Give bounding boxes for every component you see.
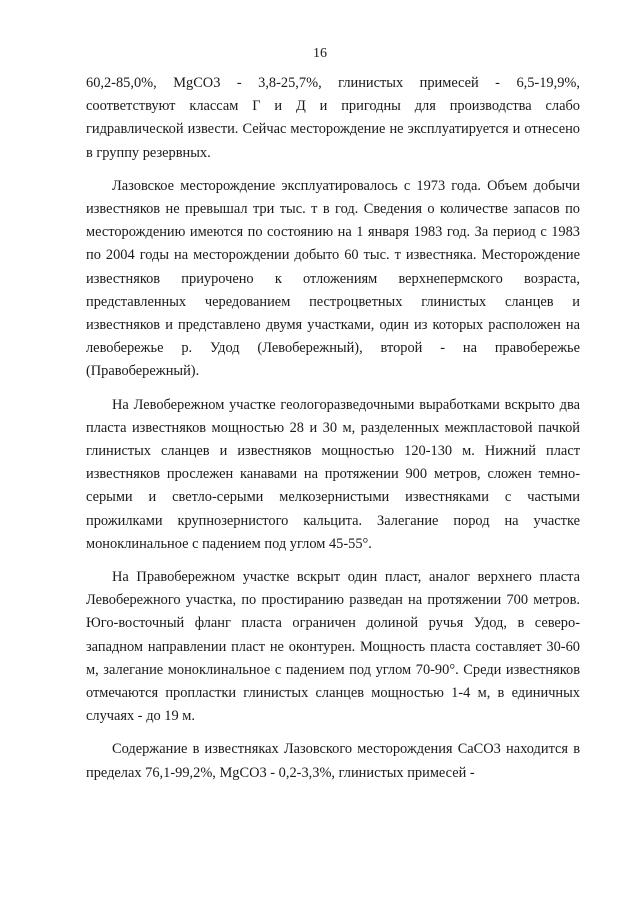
- document-body: [86, 72, 580, 795]
- page-number: 16: [313, 46, 327, 61]
- paragraph-1: 60,2-85,0%, MgCO3 - 3,8-25,7%, глинистых примесей - 6,5-19,9%, соответствуют классам Г и Д и пригодны для производства слабо гидравлической извести. Сейчас месторождение не эксплуатируется и отнесено в группу резервных.: [86, 75, 580, 161]
- paragraph-5: Содержание в известняках Лазовского месторождения CaCO3 находится в пределах 76,1-99,2%, MgCO3 - 0,2-3,3%, глинистых примесей -: [86, 741, 580, 781]
- paragraph-3: На Левобережном участке геологоразведочными выработками вскрыто два пласта известняков мощностью 28 и 30 м, разделенных межпластовой пачкой глинистых сланцев и известняков мощностью 120-130 м. Нижний пласт известняков прослежен канавами на протяжении 900 метров, сложен темно-серыми и светло-серыми мелкозернистыми известняками с частыми прожилками крупнозернистого кальцита. Залегание пород на участке моноклинальное с падением под углом 45-55°.: [86, 396, 580, 552]
- paragraph-4: На Правобережном участке вскрыт один пласт, аналог верхнего пласта Левобережного участка, по простиранию разведан на протяжении 700 метров. Юго-восточный фланг пласта ограничен долиной ручья Удод, в северо-западном направлении пласт не оконтурен. Мощность пласта составляет 30-60 м, залегание моноклинальное с падением под углом 70-90°. Среди известняков отмечаются пропластки глинистых сланцев мощностью 1-4 м, в единичных случаях - до 19 м.: [86, 569, 580, 725]
- paragraph-2: Лазовское месторождение эксплуатировалось с 1973 года. Объем добычи известняков не превышал три тыс. т в год. Сведения о количестве запасов по месторождению имеются по состоянию на 1 января 1983 год. За период с 1983 по 2004 годы на месторождении добыто 60 тыс. т известняка. Месторождение известняков приурочено к отложениям верхнепермского возраста, представленных чередованием пестроцветных глинистых сланцев и известняков и представлено двумя участками, один из которых расположен на левобережье р. Удод (Левобережный), второй - на правобережье (Правобережный).: [86, 177, 580, 380]
